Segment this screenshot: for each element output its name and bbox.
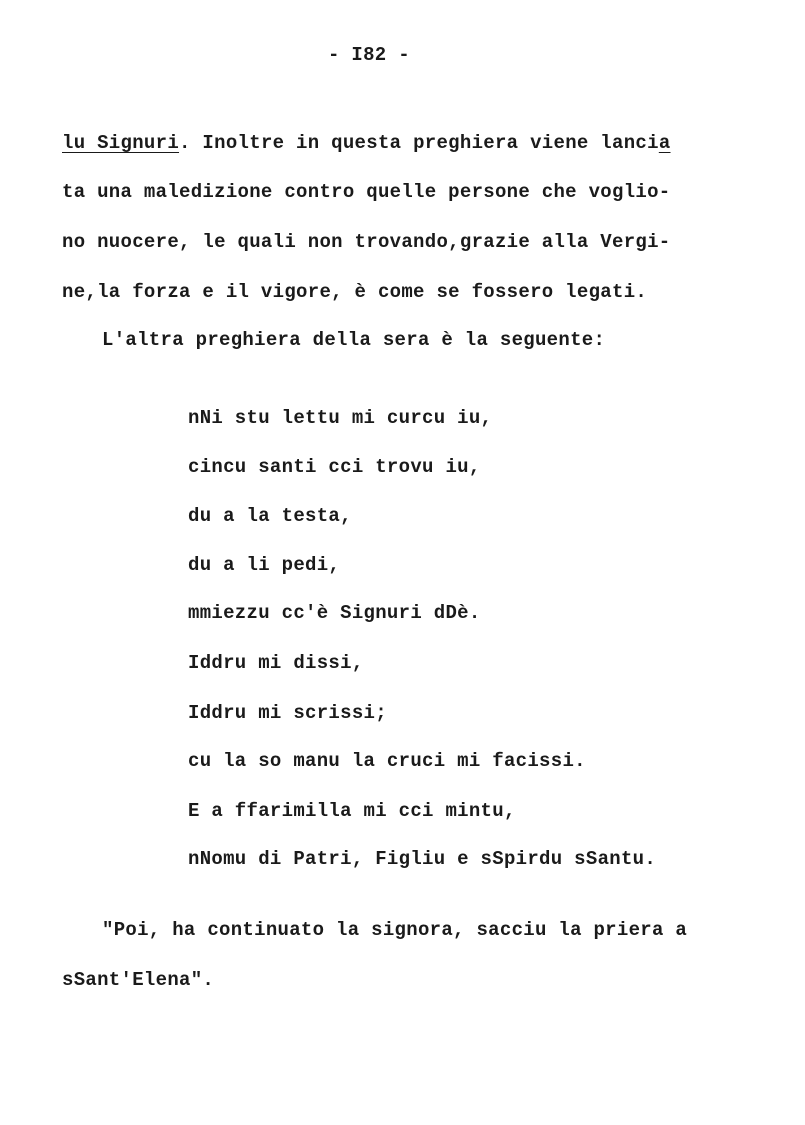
prayer-line: mmiezzu cc'è Signuri dDè. xyxy=(188,602,481,624)
intro-line: L'altra preghiera della sera è la seguente: xyxy=(102,329,606,351)
prayer-line: Iddru mi dissi, xyxy=(188,652,364,674)
paragraph-line-2: ta una maledizione contro quelle persone che voglio- xyxy=(62,181,671,203)
prayer-line: du a la testa, xyxy=(188,505,352,527)
paragraph-line-3: no nuocere, le quali non trovando,grazie alla Vergi- xyxy=(62,231,671,253)
underlined-term: lu Signuri xyxy=(62,132,180,154)
page-number: - I82 - xyxy=(328,44,410,66)
prayer-line: Iddru mi scrissi; xyxy=(188,702,387,724)
prayer-line: cincu santi cci trovu iu, xyxy=(188,456,481,478)
prayer-line: nNi stu lettu mi curcu iu, xyxy=(188,407,493,429)
underlined-letter: a xyxy=(658,132,671,154)
paragraph-text: . Inoltre in questa preghiera viene lanci xyxy=(179,132,659,154)
prayer-line: cu la so manu la cruci mi facissi. xyxy=(188,750,586,772)
prayer-line: du a li pedi, xyxy=(188,554,341,576)
paragraph-line-1 xyxy=(62,134,671,153)
closing-line-1: "Poi, ha continuato la signora, sacciu la priera a xyxy=(102,919,688,941)
prayer-line: E a ffarimilla mi cci mintu, xyxy=(188,800,516,822)
paragraph-line-4: ne,la forza e il vigore, è come se fossero legati. xyxy=(62,281,648,303)
closing-line-2: sSant'Elena". xyxy=(62,969,215,991)
prayer-line: nNomu di Patri, Figliu e sSpirdu sSantu. xyxy=(188,848,657,870)
